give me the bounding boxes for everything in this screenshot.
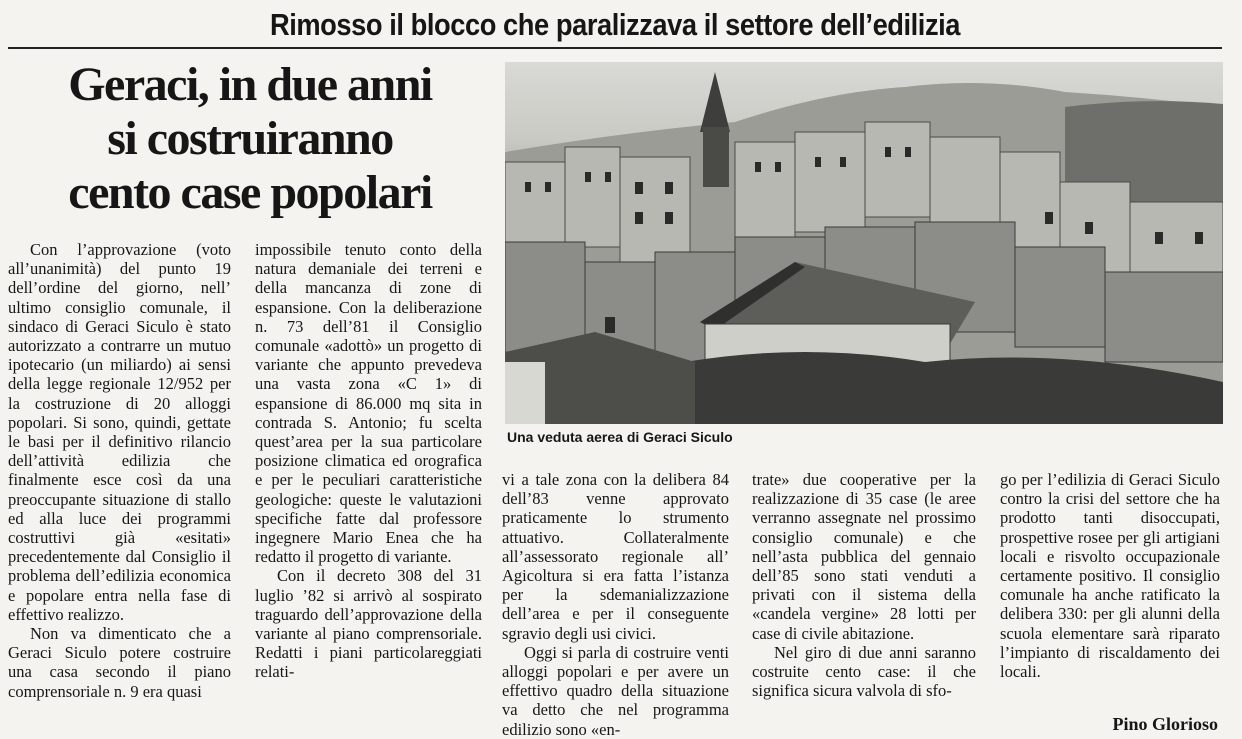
headline-line: Geraci, in due anni [68, 58, 432, 111]
town-illustration [505, 62, 1223, 424]
paragraph: trate» due cooperative per la realizzazione di 35 case (le aree verranno assegnate nel prossimo consiglio comunale) e che nell’asta pubblica del gennaio dell’85 sono stati venduti a privati con il sistema della «candela vergine» 28 lotti per case di civile abitazione. [752, 470, 976, 643]
paragraph: go per l’edilizia di Geraci Siculo contro la crisi del settore che ha prodotto tanti disoccupati, prospettive rosee per gli artigiani locali e risvolto occupazionale certamente positivo. Il consiglio comunale ha anche ratificato la delibera 330: per gli alunni della scuola elementare sarà riparato l’impianto di riscaldamento dei locali. [1000, 470, 1220, 682]
paragraph: Con l’approvazione (voto all’unanimità) del punto 19 dell’ordine del giorno, nell’ ultimo consiglio comunale, il sindaco di Geraci Siculo è stato autorizzato a contrarre un mutuo ipotecario (un miliardo) ai sensi della legge regionale 12/952 per la costruzione di 20 alloggi popolari. Si sono, quindi, gettate le basi per il definitivo rilancio dell’attività edilizia che finalmente esce così da una preoccupante situazione di stallo ed alla luce dei programmi costruttivi già «esitati» precedentemente dal Consiglio il problema dell’edilizia economica e popolare entra nella fase di effettivo realizzo. [8, 240, 231, 624]
kicker-headline: Rimosso il blocco che paralizzava il settore dell’edilizia [269, 7, 961, 42]
text-column-2 [255, 240, 482, 682]
header-rule [8, 47, 1222, 49]
paragraph: Con il decreto 308 del 31 luglio ’82 si arrivò al sospirato traguardo dell’approvazione della variante al piano comprensoriale. Redatti i piani particolareggiati relati- [255, 566, 482, 682]
headline-line: cento case popolari [68, 166, 432, 219]
paragraph: Nel giro di due anni saranno costruite cento case: il che significa sicura valvola di sfo- [752, 642, 976, 701]
paragraph: Oggi si parla di costruire venti alloggi popolari e per avere un effettivo quadro della situazione va detto che nel programma edilizio sono «en- [502, 642, 729, 739]
text-column-4 [752, 470, 976, 700]
paragraph: impossibile tenuto conto della natura demaniale dei terreni e della mancanza di zone di espansione. Con la deliberazione n. 73 dell’81 il Consiglio comunale «adottò» un progetto di variante che appunto prevedeva una vasta zona «C 1» di espansione di 86.000 mq sita in contrada S. Antonio; fu scelta quest’area per la sua particolare posizione climatica ed orografica e per le peculiari caratteristiche geologiche: queste le valutazioni specifiche fatte dal professore ingegnere Mario Enea che ha redatto il progetto di variante. [255, 240, 482, 567]
headline-line: si costruiranno [107, 112, 393, 165]
main-headline [20, 58, 480, 220]
aerial-photo [505, 62, 1223, 424]
paragraph: Non va dimenticato che a Geraci Siculo potere costruire una casa secondo il piano comprensoriale n. 9 era quasi [8, 624, 231, 701]
text-column-3 [502, 470, 729, 739]
paragraph: vi a tale zona con la delibera 84 dell’83 venne approvato praticamente lo strumento attuativo. Collateralmente all’assessorato regionale all’ Agicoltura si era fatta l’istanza per la sdemanializzazione dell’area e per il conseguente sgravio degli usi civici. [502, 470, 729, 643]
author-byline: Pino Glorioso [1112, 714, 1218, 734]
photo-caption: Una veduta aerea di Geraci Siculo [507, 429, 733, 445]
text-column-5 [1000, 470, 1220, 681]
text-column-1 [8, 240, 231, 701]
